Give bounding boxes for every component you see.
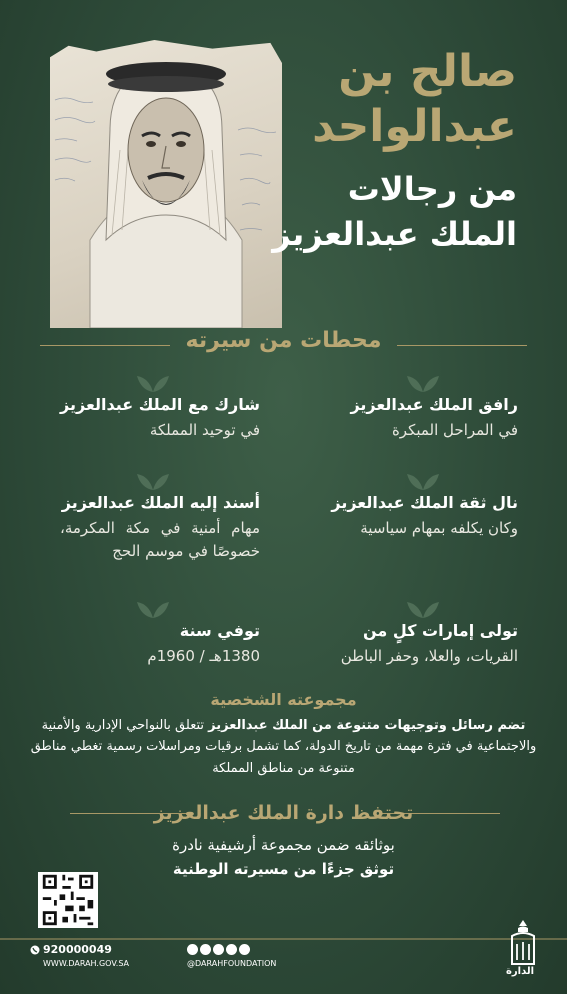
subtitle-line-1: من رجالات xyxy=(347,170,517,208)
station-body: مهام أمنية في مكة المكرمة، خصوصًا في موسم الحج xyxy=(60,519,260,561)
leaf-ornament-icon xyxy=(405,470,441,492)
title-line-2: عبدالواحد xyxy=(312,101,517,152)
station-heading: تولى إمارات كلٍ من xyxy=(362,621,518,640)
station-body: في توحيد المملكة xyxy=(149,421,260,439)
station-2 xyxy=(60,395,260,442)
station-4 xyxy=(60,493,260,564)
social-icon[interactable] xyxy=(187,944,198,955)
archive-line-1: بوثائقه ضمن مجموعة أرشيفية نادرة xyxy=(172,836,395,854)
station-5 xyxy=(318,621,518,668)
leaf-ornament-icon xyxy=(135,598,171,620)
station-body: وكان يكلفه بمهام سياسية xyxy=(360,519,518,537)
phone-icon xyxy=(30,945,40,955)
leaf-ornament-icon xyxy=(135,372,171,394)
leaf-ornament-icon xyxy=(135,470,171,492)
station-3 xyxy=(318,493,518,540)
social-icon[interactable] xyxy=(200,944,211,955)
logo-text: الدارة xyxy=(506,966,535,977)
station-heading: توفي سنة xyxy=(179,621,260,640)
social-icon[interactable] xyxy=(213,944,224,955)
social-icon[interactable] xyxy=(226,944,237,955)
collection-description-bold: تضم رسائل وتوجيهات متنوعة من الملك عبدالعزيز xyxy=(208,718,526,733)
station-body: في المراحل المبكرة xyxy=(391,421,518,439)
station-1 xyxy=(318,395,518,442)
station-heading: رافق الملك عبدالعزيز xyxy=(350,395,518,414)
collection-heading: مجموعته الشخصية xyxy=(210,690,357,709)
collection-description-rest: تتعلق بالنواحي الإدارية والأمنية والاجتماعية في فترة مهمة من تاريخ الدولة، كما تشمل برقيات ومراسلات رسمية تغطي مناطق متنوعة من مناطق المملكة xyxy=(30,718,537,776)
station-heading: نال ثقة الملك عبدالعزيز xyxy=(331,493,518,512)
footer-social-handle[interactable]: @DARAHFOUNDATION xyxy=(187,959,277,968)
leaf-ornament-icon xyxy=(405,372,441,394)
footer-phone[interactable]: 920000049 xyxy=(43,943,112,956)
station-body: 1380هـ / 1960م xyxy=(147,647,260,665)
station-heading: شارك مع الملك عبدالعزيز xyxy=(60,395,260,414)
section-heading: محطات من سيرته xyxy=(185,328,382,353)
portrait-image xyxy=(50,40,282,328)
archive-line-2: توثق جزءًا من مسيرته الوطنية xyxy=(172,860,395,878)
footer-divider xyxy=(0,938,567,940)
footer-website[interactable]: WWW.DARAH.GOV.SA xyxy=(43,959,130,968)
title-line-1: صالح بن xyxy=(338,46,517,97)
archive-heading: تحتفظ دارة الملك عبدالعزيز xyxy=(153,802,414,824)
leaf-ornament-icon xyxy=(405,598,441,620)
subtitle-line-2: الملك عبدالعزيز xyxy=(272,215,517,253)
station-body: القريات، والعلا، وحفر الباطن xyxy=(340,647,518,665)
station-6 xyxy=(60,621,260,668)
station-heading: أسند إليه الملك عبدالعزيز xyxy=(61,493,260,512)
collection-description xyxy=(20,715,547,779)
social-icon[interactable] xyxy=(239,944,250,955)
qr-code-icon[interactable] xyxy=(38,872,98,928)
